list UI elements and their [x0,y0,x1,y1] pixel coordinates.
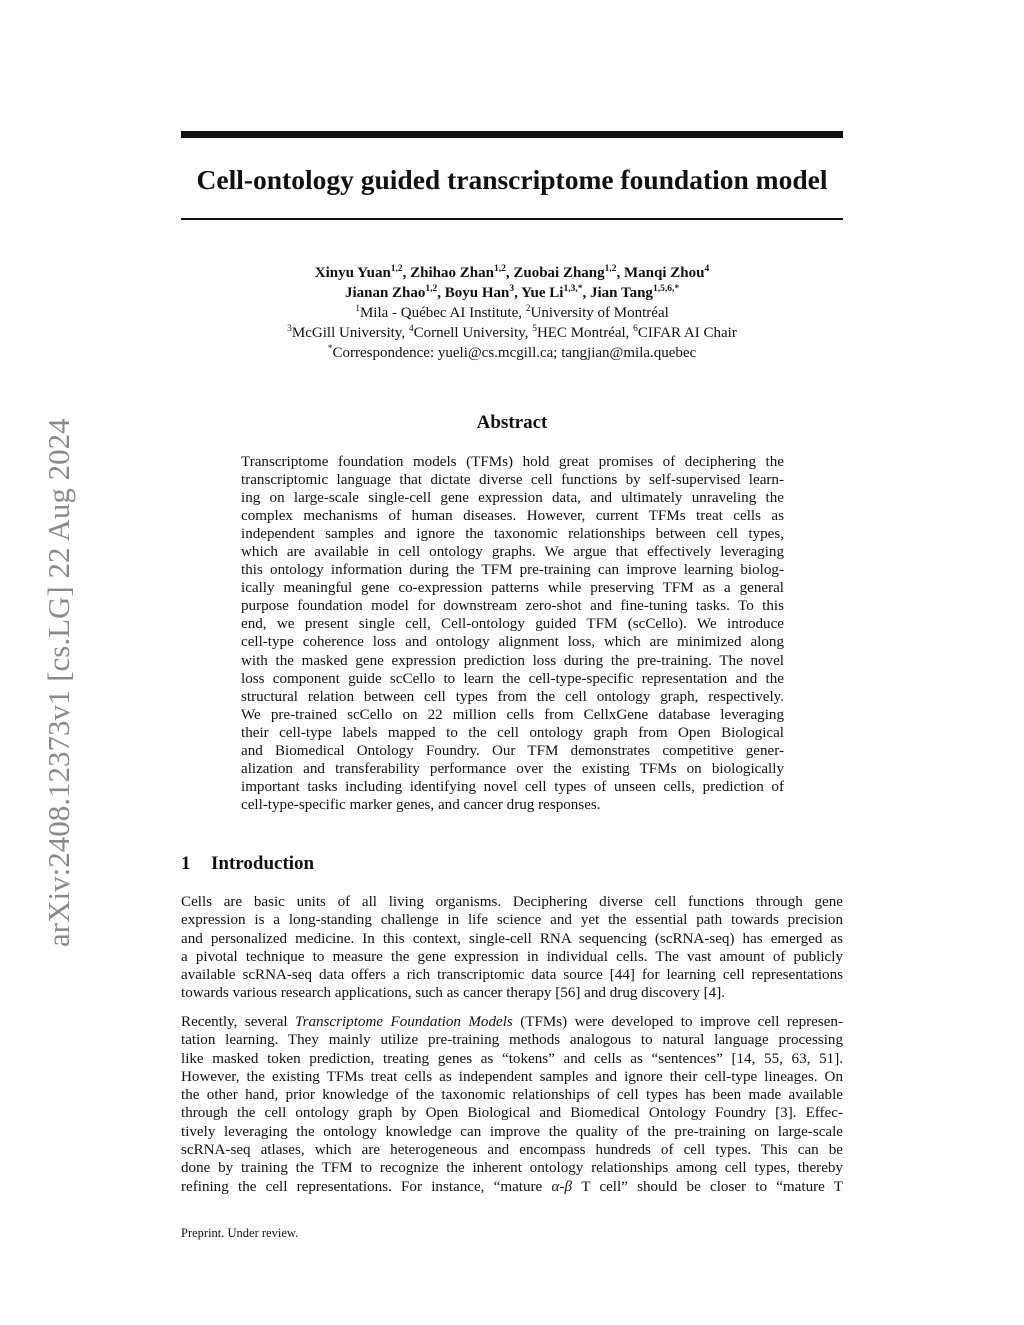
paragraph-line: purpose foundation model for downstream zero-shot and fine-tuning tasks. To this [241,598,784,615]
section-number: 1 [181,853,191,874]
section-heading-introduction [181,852,314,876]
affiliation-name: University of Montréal [530,305,669,321]
paragraph-line: like masked token prediction, treating genes as “tokens” and cells as “sentences” [14, 55, 63, 51]. [181,1050,843,1067]
section-title: Introduction [211,853,315,874]
affiliation-marker: 4 [408,324,414,334]
paragraph-line: alization and transferability performance over the existing TFMs on biologically [241,760,784,777]
affiliation-marker: 1 [355,304,360,314]
author-name: Zhihao Zhan [410,265,494,281]
alpha-symbol: α [551,1178,560,1195]
paragraph-line: Cells are basic units of all living organisms. Deciphering diverse cell functions through gene [181,894,843,910]
paragraph-line: which are available in cell ontology graphs. We argue that effectively leveraging [241,544,784,561]
paragraph-line: the other hand, prior knowledge of the taxonomic relationships of cell types has been made available [181,1087,843,1104]
paragraph-line: a pivotal technique to measure the gene expression in individual cells. The vast amount of publicly [181,948,843,965]
paragraph-line: cell-type coherence loss and ontology alignment loss, which are minimized along [241,634,784,651]
paragraph-line: through the cell ontology graph by Open Biological and Biomedical Ontology Foundry [3]. Effec- [181,1105,843,1122]
author-line-2: Jianan Zhao$^{1,2}$, Boyu Han$^3$, Yue $Li^{1,3,*}$, Jian Tang$^{1,5,6,*}$ [344,284,680,301]
paragraph-line: end, we present single cell, Cell-ontology guided TFM (scCello). We introduce [241,616,784,633]
author-affiliation-marker: 1,2 [493,264,506,274]
paragraph-line: ing on large-scale single-cell gene expression data, and ultimately unraveling the [241,490,784,507]
paragraph-line: done by training the TFM to recognize the inherent ontology relationships among cell types, thereby [181,1160,843,1177]
author-name: Jian Tang [589,285,653,301]
paragraph-line: their cell-type labels mapped to the cell ontology graph from Open Biological [241,724,784,741]
affiliation-name: McGill University, [291,325,409,341]
paragraph-line: important tasks including identifying novel cell types of unseen cells, prediction of [241,778,784,795]
paragraph-line: However, the existing TFMs treat cells as independent samples and ignore their cell-type lineages. On [181,1068,843,1085]
title-top-rule [181,131,843,138]
paragraph-line: refining the cell representations. For instance, “mature α-β T cell” should be closer to “mature T [181,1178,844,1195]
affiliation-marker: 5 [532,324,537,334]
abstract-heading: Abstract [476,412,548,433]
author-affiliation-marker: 1,2 [425,284,438,294]
affiliation-marker: 6 [633,324,638,334]
paragraph-line: We pre-trained scCello on 22 million cells from CellxGene database leveraging [241,706,784,723]
paragraph-line: Transcriptome foundation models (TFMs) hold great promises of deciphering the [241,454,784,470]
intro-paragraph-2 [181,1013,843,1196]
author-name: Yue Li [521,285,564,301]
author-name: Manqi Zhou [624,265,705,281]
paragraph-line: cell-type-specific marker genes, and cancer drug responses. [241,796,601,813]
affiliation-name: Mila - Québec AI Institute, [359,305,526,321]
intro-paragraph-1 [181,893,843,1003]
paragraph-line: loss component guide scCello to learn the cell-type-specific representation and the [241,670,784,687]
paragraph-line: independent samples and ignore the taxonomic relationships between cell types, [241,526,784,543]
affiliation-name: Cornell University, [413,325,533,341]
abstract-body [241,453,784,814]
title-bottom-rule [181,218,843,220]
paragraph-line: available scRNA-seq data offers a rich transcriptomic data source [44] for learning cell representations [181,967,843,984]
paragraph-line: transcriptomic language that dictate diverse cell functions by self-supervised learn- [241,472,784,489]
author-affiliation-marker: 4 [704,264,710,274]
paragraph-line: tively leveraging the ontology knowledge can improve the quality of the pre-training on large-scale [181,1123,843,1140]
paragraph-line: expression is a long-standing challenge in life science and yet the essential path towards precision [181,912,843,929]
affiliation-marker: 2 [525,304,531,314]
beta-symbol: β [564,1178,572,1195]
preprint-footer: Preprint. Under review. [181,1226,299,1240]
paragraph-line: Recently, several Transcriptome Foundation Models (TFMs) were developed to improve cell represen- [181,1014,843,1030]
affiliation-line-1 [181,303,843,323]
paragraph-line: structural relation between cell types from the cell ontology graph, respectively. [241,688,784,705]
affiliation-marker: 3 [287,324,292,334]
arxiv-identifier-stamp: arXiv:2408.12373v1 [cs.LG] 22 Aug 2024 [41,418,76,947]
paragraph-line: this ontology information during the TFM pre-training can improve learning biolog- [241,562,784,579]
author-affiliation-marker: 1,5,6,* [652,284,680,294]
correspondence-marker: * [327,344,333,354]
paragraph-line: tation learning. They mainly utilize pre-training methods analogous to natural language processing [181,1032,843,1049]
paragraph-line: and personalized medicine. In this context, single-cell RNA sequencing (scRNA-seq) has emerged as [181,930,843,947]
tfm-term-italic: Transcriptome Foundation Models [295,1014,513,1030]
author-name: Boyu Han [444,285,510,301]
paragraph-line: and Biomedical Ontology Foundry. Our TFM demonstrates competitive gener- [241,742,784,759]
correspondence-line [181,343,843,363]
author-affiliation-marker: 3 [509,284,515,294]
affiliation-name: CIFAR AI Chair [637,325,737,341]
correspondence-text: Correspondence: yueli@cs.mcgill.ca; tangjian@mila.quebec [332,345,697,361]
paragraph-line: ically meaningful gene co-expression patterns while preserving TFM as a general [241,580,784,597]
paragraph-line: towards various research applications, such as cancer therapy [56] and drug discovery [4]. [181,985,726,1002]
author-name: Xinyu Yuan [314,265,391,281]
author-affiliation-marker: 1,2 [604,264,617,274]
author-affiliation-marker: 1,2 [390,264,403,274]
author-line-1: Xinyu Yuan$^{1,2}$, Zhihao Zhan$^{1,2}$, Zuobai Zhang$^{1,2}$, Manqi Zhou$^4$ [314,264,710,281]
paragraph-line: complex mechanisms of human diseases. However, current TFMs treat cells as [241,508,784,525]
affiliation-line-2 [181,323,843,343]
author-name: Jianan Zhao [344,285,426,301]
paper-title: Cell-ontology guided transcriptome foundation model [196,164,828,195]
paragraph-line: scRNA-seq atlases, which are heterogeneous and encompass hundreds of cell types. This can be [181,1142,843,1159]
paragraph-line: with the masked gene expression prediction loss during the pre-training. The novel [241,652,784,669]
affiliation-name: HEC Montréal, [536,325,634,341]
author-name: Zuobai Zhang [513,265,605,281]
author-block [181,263,843,363]
author-affiliation-marker: 1,3,* [563,284,583,294]
